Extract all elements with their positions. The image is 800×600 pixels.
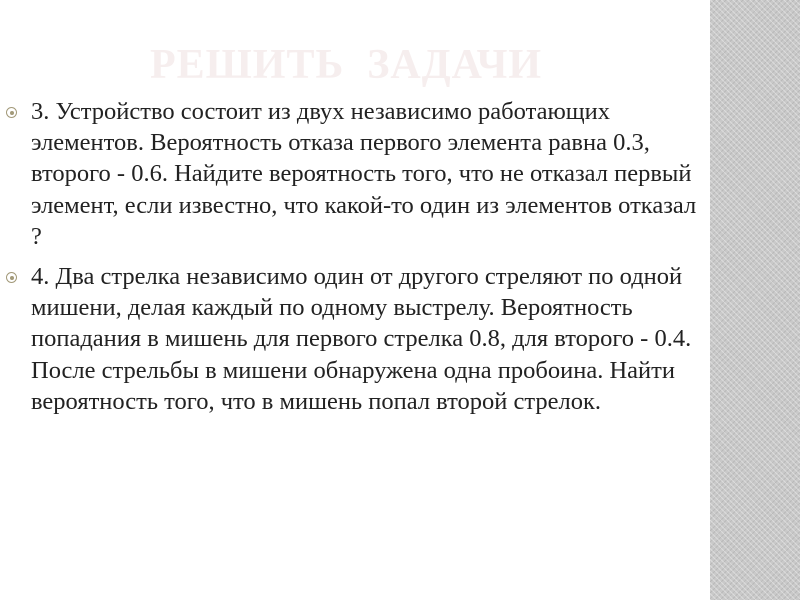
problem-3-text: 3. Устройство состоит из двух независимо работающих элементов. Вероятность отказа первого элемента равна 0.3, второго - 0.6. Найдите вероятность того, что не отказал первый элемент, если известно, что какой-то один из элементов отказал ? — [31, 98, 697, 250]
slide-title: РЕШИТЬ ЗАДАЧИ — [150, 42, 543, 88]
decorative-side-band — [710, 0, 800, 600]
list-item — [0, 261, 705, 417]
circle-bullet-icon — [6, 272, 17, 283]
problem-4-text: 4. Два стрелка независимо один от другого стреляют по одной мишени, делая каждый по одному выстрелу. Вероятность попадания в мишень для первого стрелка 0.8, для второго - 0.4. После стрельбы в мишени обнаружена одна пробоина. Найти вероятность того, что в мишень попал второй стрелок. — [31, 263, 692, 415]
slide-content — [0, 96, 705, 426]
list-item — [0, 96, 705, 252]
circle-bullet-icon — [6, 107, 17, 118]
